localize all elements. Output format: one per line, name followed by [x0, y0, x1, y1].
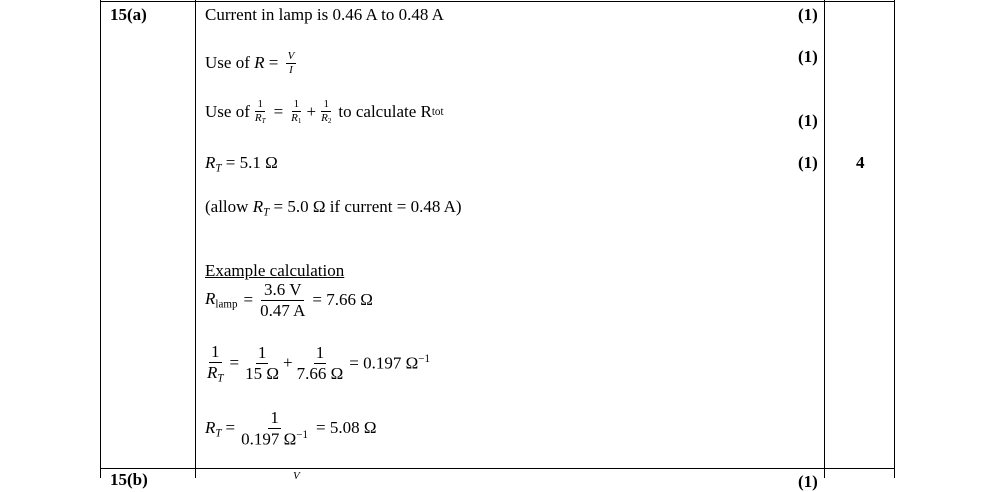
- example-final: [205, 408, 377, 449]
- parallel-frac-total: [253, 98, 268, 125]
- final-den-sup: −1: [296, 428, 309, 441]
- recip-den1: R: [207, 362, 218, 382]
- mark-point-current: Current in lamp is 0.46 A to 0.48 A: [205, 5, 444, 24]
- table-row-divider: [100, 468, 895, 469]
- final-eq: =: [225, 418, 236, 438]
- final-den: 0.197 Ω: [241, 429, 297, 449]
- parallel-den2: R: [291, 111, 298, 124]
- recip-den1-sub: T: [217, 371, 224, 384]
- parallel-den1: R: [254, 111, 262, 124]
- total-marks: 4: [856, 153, 865, 172]
- recip-num1: 1: [211, 342, 220, 361]
- recip-rhs-sup: −1: [418, 352, 431, 365]
- final-num: 1: [270, 408, 279, 427]
- table-border-col2: [824, 0, 825, 478]
- table-border-col1: [195, 0, 196, 478]
- mark-point-parallel: [205, 98, 444, 125]
- next-formula-fragment: V: [293, 470, 300, 482]
- ohm-eq: =: [264, 53, 283, 73]
- recip-frac-15: [243, 343, 281, 383]
- mark-3: (1): [798, 111, 818, 130]
- lamp-fraction: [257, 280, 308, 320]
- result-lhs-sub: T: [215, 162, 222, 175]
- allow-open: (allow: [205, 197, 253, 216]
- allow-note: [205, 197, 462, 222]
- parallel-den3: R: [321, 111, 328, 124]
- lamp-eq: =: [243, 290, 254, 310]
- allow-lhs-sub: T: [263, 206, 270, 219]
- lamp-lhs: R: [205, 289, 216, 309]
- recip-num2: 1: [257, 343, 267, 363]
- allow-rhs: = 5.0 Ω if current = 0.48 A): [269, 197, 462, 216]
- parallel-frac-r1: [289, 98, 303, 125]
- parallel-num1: 1: [257, 98, 263, 110]
- recip-frac-total: [205, 342, 226, 385]
- mark-point-ohm: [205, 50, 299, 76]
- example-reciprocal: [205, 342, 430, 385]
- table-border-left: [100, 0, 101, 478]
- lamp-num: 3.6 V: [261, 280, 304, 301]
- recip-eq: =: [229, 353, 240, 373]
- final-lhs-sub: T: [215, 427, 222, 440]
- table-border-right: [894, 0, 895, 478]
- mark-1: (1): [798, 5, 818, 24]
- lamp-lhs-sub: lamp: [215, 298, 238, 311]
- parallel-num2: 1: [293, 98, 300, 110]
- recip-plus: +: [283, 353, 293, 373]
- parallel-suffix-sub: tot: [431, 105, 444, 118]
- recip-den2: 15 Ω: [245, 363, 280, 383]
- example-lamp: [205, 280, 373, 320]
- recip-num3: 1: [315, 343, 325, 363]
- parallel-plus: +: [306, 101, 317, 121]
- result-rhs: = 5.1 Ω: [221, 153, 278, 172]
- allow-lhs: R: [252, 197, 264, 216]
- lamp-den: 0.47 A: [260, 300, 306, 320]
- ohm-lhs: R: [254, 53, 265, 73]
- recip-den3: 7.66 Ω: [296, 363, 344, 383]
- parallel-den3-sub: 2: [327, 116, 332, 125]
- table-border-top: [100, 1, 895, 2]
- mark-point-result: [205, 153, 278, 178]
- parallel-eq: =: [273, 101, 284, 121]
- recip-rhs: = 0.197 Ω: [349, 353, 419, 373]
- ohm-prefix: Use of: [205, 53, 255, 73]
- next-mark-fragment: (1): [798, 472, 818, 491]
- next-question-number: 15(b): [110, 470, 148, 489]
- mark-2: (1): [798, 47, 818, 66]
- ohm-den: I: [289, 63, 293, 76]
- final-fraction: [239, 408, 310, 449]
- question-number: 15(a): [110, 5, 147, 24]
- result-lhs: R: [205, 153, 216, 172]
- parallel-suffix: to calculate R: [338, 101, 432, 121]
- parallel-den2-sub: 1: [297, 116, 302, 125]
- mark-4: (1): [798, 153, 818, 172]
- lamp-rhs: = 7.66 Ω: [312, 290, 373, 310]
- parallel-prefix: Use of: [205, 101, 250, 121]
- final-rhs: = 5.08 Ω: [316, 418, 377, 438]
- ohm-num: V: [287, 50, 295, 62]
- final-lhs: R: [205, 417, 216, 437]
- parallel-den1-sub: T: [261, 116, 266, 125]
- parallel-frac-r2: [319, 98, 333, 125]
- example-heading: Example calculation: [205, 261, 345, 280]
- ohm-fraction: [286, 50, 297, 76]
- parallel-num3: 1: [323, 98, 329, 110]
- recip-frac-766: [295, 343, 346, 383]
